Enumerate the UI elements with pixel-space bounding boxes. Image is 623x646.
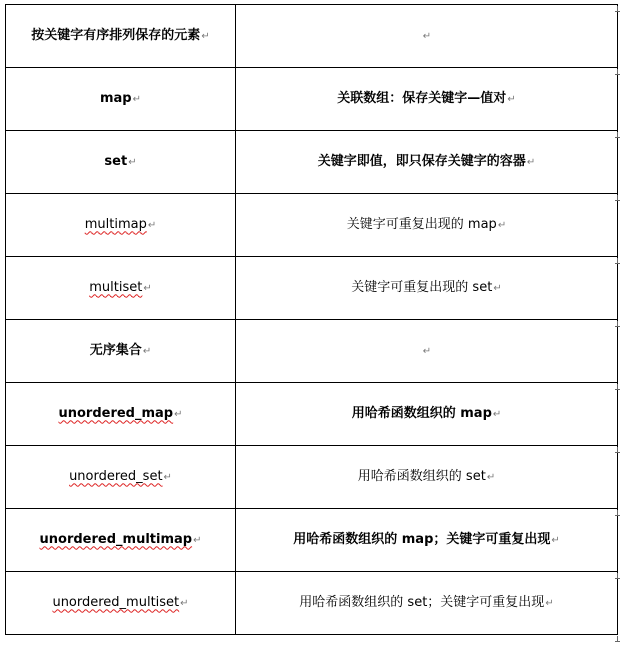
paragraph-mark-icon: ↵ (193, 534, 202, 546)
table-cell[interactable] (236, 446, 618, 509)
table-cell[interactable] (6, 194, 236, 257)
cell-text: unordered_multimap (39, 531, 193, 547)
paragraph-mark-icon: ↵ (422, 345, 432, 357)
table-row (6, 446, 618, 509)
paragraph-mark-icon: ↵ (201, 30, 210, 42)
paragraph-mark-icon: ↵ (132, 93, 141, 105)
row-end-marker-icon (615, 69, 621, 75)
cell-text: unordered_multiset (52, 594, 180, 610)
cell-text: 无序集合 (89, 342, 142, 358)
table-cell[interactable] (236, 131, 618, 194)
paragraph-mark-icon: ↵ (486, 471, 496, 483)
paragraph-mark-icon: ↵ (143, 282, 152, 294)
cell-text: multimap (84, 216, 147, 232)
row-end-marker-icon (615, 132, 621, 138)
cell-text: 用哈希函数组织的 set (357, 468, 486, 484)
paragraph-mark-icon: ↵ (492, 408, 502, 420)
table-cell[interactable] (6, 131, 236, 194)
cell-text: 用哈希函数组织的 set；关键字可重复出现 (299, 594, 545, 610)
table-cell[interactable] (236, 383, 618, 446)
table-row (6, 509, 618, 572)
table-row (6, 68, 618, 131)
row-end-marker-icon (615, 195, 621, 201)
table-cell[interactable] (236, 572, 618, 635)
table-row (6, 320, 618, 383)
table-cell[interactable] (6, 572, 236, 635)
cell-text: 用哈希函数组织的 map (351, 405, 492, 421)
table-cell[interactable] (6, 446, 236, 509)
table-row (6, 5, 618, 68)
table-cell[interactable] (6, 320, 236, 383)
table-cell[interactable] (236, 194, 618, 257)
table-cell[interactable] (236, 5, 618, 68)
row-end-marker-icon (615, 6, 621, 12)
table-row (6, 194, 618, 257)
table-cell[interactable] (6, 257, 236, 320)
table-cell[interactable] (236, 68, 618, 131)
paragraph-mark-icon: ↵ (128, 156, 137, 168)
table-cell[interactable] (6, 383, 236, 446)
row-end-marker-icon (615, 384, 621, 390)
cell-text: set (104, 153, 128, 169)
table-cell[interactable] (236, 509, 618, 572)
row-end-marker-icon (615, 321, 621, 327)
paragraph-mark-icon: ↵ (551, 534, 560, 546)
paragraph-mark-icon: ↵ (497, 219, 507, 231)
cell-text: 按关键字有序排列保存的元素 (31, 27, 201, 43)
container-table (5, 4, 618, 635)
table-cell[interactable] (236, 257, 618, 320)
paragraph-mark-icon: ↵ (180, 597, 189, 609)
paragraph-mark-icon: ↵ (526, 156, 536, 168)
row-end-marker-icon (615, 573, 621, 579)
paragraph-mark-icon: ↵ (422, 30, 432, 42)
paragraph-mark-icon: ↵ (142, 345, 152, 357)
paragraph-mark-icon: ↵ (493, 282, 502, 294)
cell-text: 关键字可重复出现的 map (346, 216, 497, 232)
paragraph-mark-icon: ↵ (545, 597, 554, 609)
table-row (6, 131, 618, 194)
paragraph-mark-icon: ↵ (174, 408, 183, 420)
cell-text: map (99, 90, 132, 106)
cell-text: 用哈希函数组织的 map；关键字可重复出现 (293, 531, 551, 547)
table-row (6, 257, 618, 320)
cell-text: 关键字可重复出现的 set (351, 279, 493, 295)
paragraph-mark-icon: ↵ (507, 93, 516, 105)
row-end-marker-icon (615, 258, 621, 264)
table-cell[interactable] (6, 5, 236, 68)
paragraph-mark-icon: ↵ (163, 471, 172, 483)
table-cell[interactable] (236, 320, 618, 383)
cell-text: unordered_set (69, 468, 163, 484)
row-end-marker-icon (615, 447, 621, 453)
row-end-marker-icon (615, 510, 621, 516)
table-cell[interactable] (6, 509, 236, 572)
row-end-marker-icon (615, 636, 621, 642)
cell-text: multiset (89, 279, 143, 295)
cell-text: unordered_map (58, 405, 174, 421)
table-row (6, 383, 618, 446)
cell-text: 关键字即值，即只保存关键字的容器 (317, 153, 526, 169)
cell-text: 关联数组：保存关键字—值对 (337, 90, 507, 106)
table-row (6, 572, 618, 635)
table-cell[interactable] (6, 68, 236, 131)
paragraph-mark-icon: ↵ (147, 219, 157, 231)
